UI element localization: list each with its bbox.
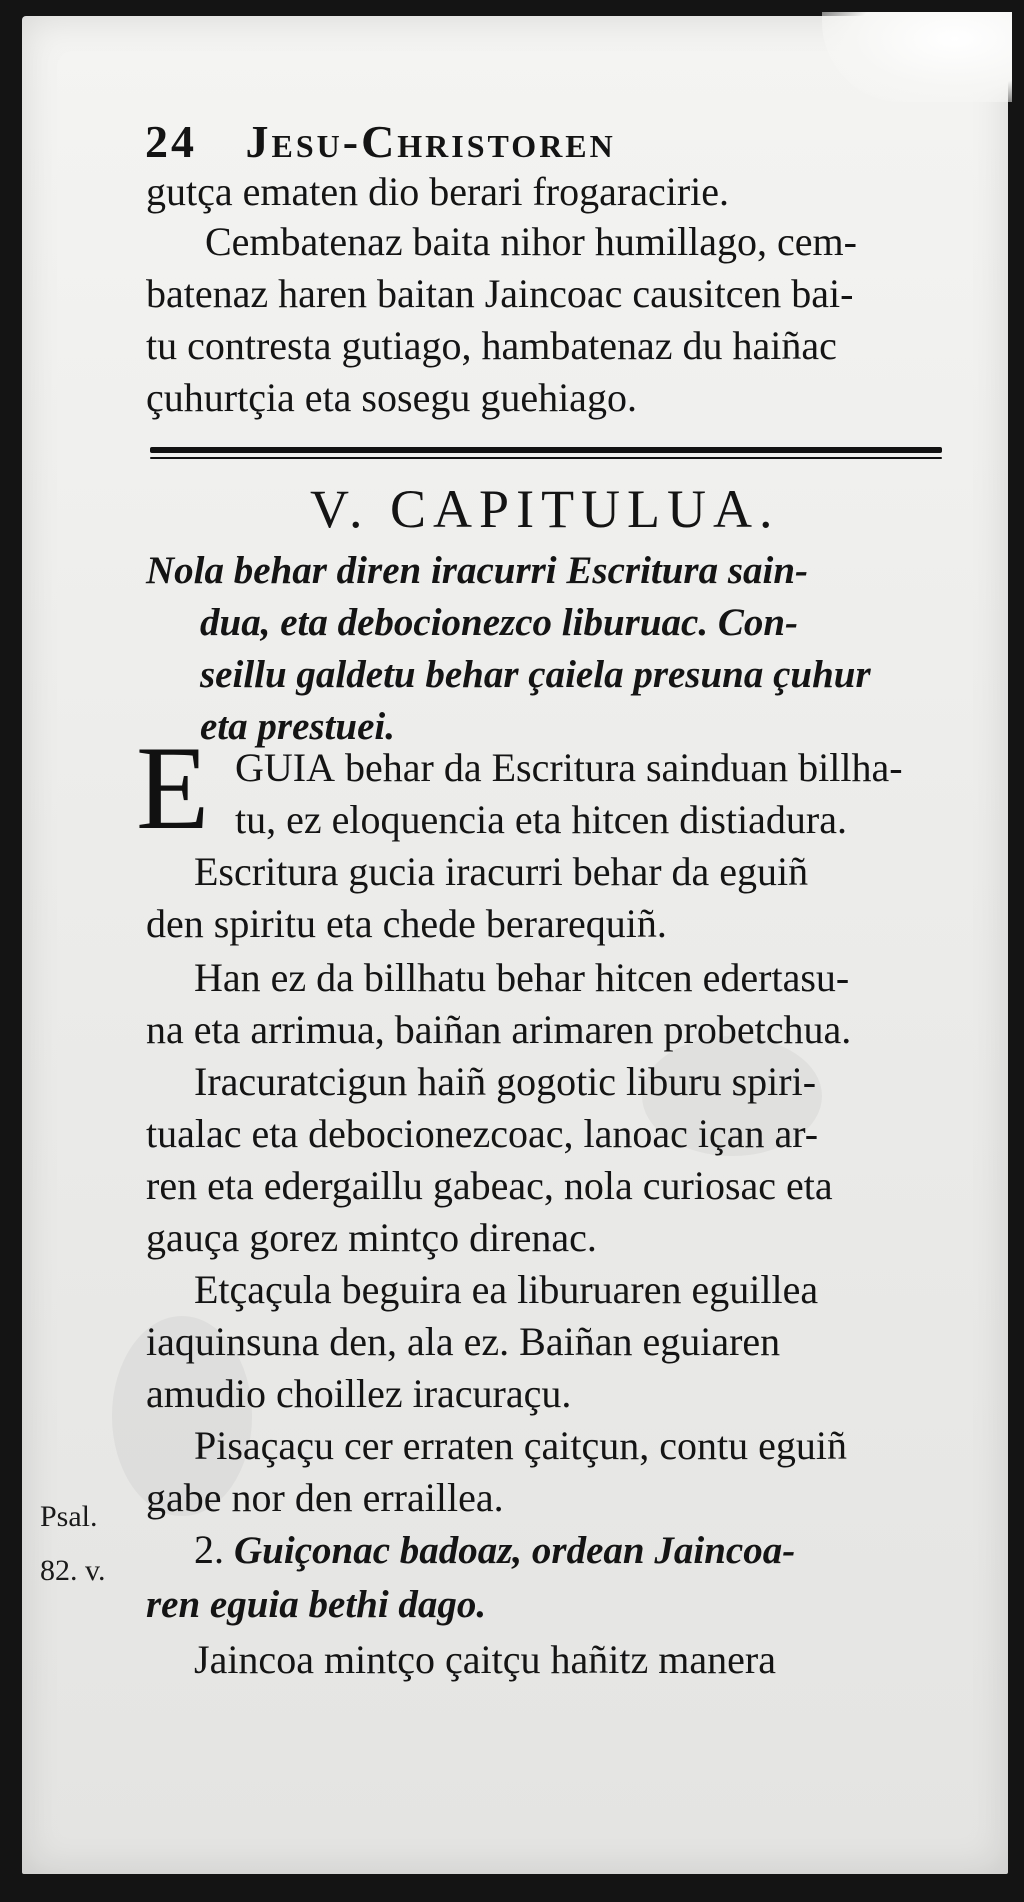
page-number: 24 [145, 116, 197, 167]
chapter-summary-line: Nola behar diren iracurri Escritura sain- [146, 549, 809, 592]
text-line: Han ez da billhatu behar hitcen edertasu- [194, 955, 850, 1000]
text-line [235, 745, 903, 790]
text-line: tu, ez eloquencia eta hitcen distiadura. [235, 797, 847, 842]
text-line: ren eta edergaillu gabeac, nola curiosac eta [146, 1163, 833, 1208]
section-divider [150, 447, 942, 453]
text-line: Escritura gucia iracurri behar da eguiñ [194, 849, 809, 894]
section-divider-thin [150, 457, 942, 459]
drop-cap: E [136, 721, 210, 854]
chapter-summary-line: dua, eta debocionezco liburuac. Con- [200, 601, 799, 644]
running-header [145, 115, 616, 168]
margin-note-line: Psal. [40, 1500, 98, 1533]
chapter-summary-line: seillu galdetu behar çaiela presuna çuhur [200, 653, 871, 696]
italic-text-line: ren eguia bethi dago. [146, 1583, 487, 1626]
chapter-summary-line: eta prestuei. [200, 705, 395, 748]
margin-note-line: 82. v. [40, 1554, 106, 1587]
text-line: tu contresta gutiago, hambatenaz du haiñac [146, 323, 837, 368]
text-line: iaquinsuna den, ala ez. Baiñan eguiaren [146, 1319, 781, 1364]
chapter-heading: V. CAPITULUA. [310, 479, 780, 539]
text-line [194, 1527, 796, 1572]
text-line: çuhurtçia eta sosegu guehiago. [146, 375, 637, 420]
first-word: GUIA [235, 745, 335, 790]
text-line: den spiritu eta chede berarequiñ. [146, 901, 667, 946]
text-line: gabe nor den erraillea. [146, 1475, 504, 1520]
paragraph-number: 2. [194, 1527, 224, 1572]
first-line-rest: behar da Escritura sainduan billha- [344, 745, 903, 790]
text-line: Iracuratcigun haiñ gogotic liburu spiri- [194, 1059, 817, 1104]
text-line: tualac eta debocionezcoac, lanoac içan ar- [146, 1111, 819, 1156]
running-title: Jesu-Christoren [245, 116, 616, 167]
italic-text: Guiçonac badoaz, ordean Jaincoa- [234, 1529, 796, 1572]
text-line: Etçaçula beguira ea liburuaren eguillea [194, 1267, 819, 1312]
text-line: Pisaçaçu cer erraten çaitçun, contu eguiñ [194, 1423, 848, 1468]
text-line: amudio choillez iracuraçu. [146, 1371, 572, 1416]
text-line: na eta arrimua, baiñan arimaren probetchua. [146, 1007, 852, 1052]
text-line: Jaincoa mintço çaitçu hañitz manera [194, 1637, 776, 1682]
text-line: batenaz haren baitan Jaincoac causitcen bai- [146, 271, 854, 316]
text-line: gauça gorez mintço direnac. [146, 1215, 597, 1260]
text-line: gutça ematen dio berari frogaracirie. [146, 169, 730, 214]
page-corner-highlight [822, 12, 1012, 102]
text-line: Cembatenaz baita nihor humillago, cem- [205, 219, 857, 264]
